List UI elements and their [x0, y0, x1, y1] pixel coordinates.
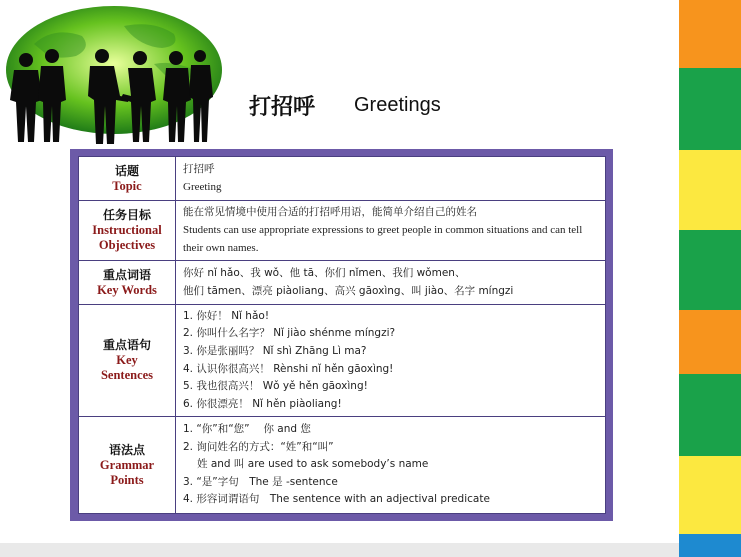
stripe-yellow — [679, 456, 741, 534]
row-label — [79, 157, 176, 200]
content-line: 打招呼 — [183, 162, 215, 175]
row-label — [79, 305, 176, 416]
list-item: 1. 你好！ Nǐ hǎo! — [183, 309, 270, 322]
row-label — [79, 261, 176, 304]
list-item: 6. 你很漂亮！ Nǐ hěn piàoliang! — [183, 397, 342, 410]
label-en: Topic — [112, 178, 142, 193]
label-zh: 重点语句 — [102, 338, 151, 352]
list-item: 5. 我也很高兴！ Wǒ yě hěn gāoxìng! — [183, 380, 368, 393]
greeting-people-globe-icon — [4, 4, 222, 144]
label-zh: 话题 — [114, 163, 139, 178]
row-content — [183, 417, 601, 513]
page-title-chinese: 打招呼 — [249, 95, 316, 120]
stripe-orange — [679, 0, 741, 68]
table-row-grammar — [79, 417, 605, 513]
stripe-orange — [679, 310, 741, 374]
label-en: Key Words — [97, 282, 157, 297]
stripe-yellow — [679, 150, 741, 230]
table-row-topic — [79, 157, 605, 201]
content-line: Greeting — [183, 180, 222, 193]
stripe-green — [679, 230, 741, 310]
label-zh: 重点词语 — [102, 267, 151, 282]
content-line: 能在常见情境中使用合适的打招呼用语，能简单介绍自己的姓名 — [183, 205, 477, 218]
row-label — [79, 201, 176, 260]
row-content — [183, 157, 601, 200]
list-item: 3. “是”字句 The 是 -sentence — [183, 475, 338, 488]
list-item: 3. 你是张丽吗？ Nǐ shì Zhāng Lì ma? — [183, 344, 367, 357]
stripe-blue — [679, 534, 741, 557]
lesson-table — [78, 156, 606, 514]
label-en: Points — [110, 472, 144, 487]
row-label — [79, 417, 176, 513]
label-en: Sentences — [100, 368, 154, 382]
table-row-keywords — [79, 261, 605, 305]
row-content — [183, 261, 601, 304]
table-row-sentences — [79, 305, 605, 417]
stripe-green — [679, 68, 741, 150]
label-en: Key — [116, 353, 138, 367]
list-item: 4. 认识你很高兴！ Rènshi nǐ hěn gāoxìng! — [183, 362, 394, 375]
row-content — [183, 201, 601, 260]
list-item: 姓 and 叫 are used to ask somebody’s name — [197, 458, 429, 471]
bottom-band — [0, 543, 679, 557]
content-line: 你好 nǐ hǎo、我 wǒ、他 tā、你们 nǐmen、我们 wǒmen、 — [183, 266, 466, 279]
label-zh: 语法点 — [108, 442, 145, 457]
stripe-green — [679, 374, 741, 456]
label-en: Grammar — [99, 457, 155, 472]
content-line: 他们 tāmen、漂亮 piàoliang、高兴 gāoxìng、叫 jiào、名字 míngzi — [183, 284, 514, 297]
label-en: Objectives — [98, 238, 156, 252]
content-line: Students can use appropriate expressions to greet people in common situations and can tell their own names. — [183, 224, 583, 255]
label-en: Instructional — [92, 223, 162, 237]
label-zh: 任务目标 — [102, 208, 151, 222]
page-title-english: Greetings — [354, 94, 441, 116]
list-item: 1. “你”和“您” 你 and 您 — [183, 423, 311, 436]
list-item: 2. 询问姓名的方式：“姓”和“叫” — [183, 440, 334, 453]
row-content — [183, 305, 601, 416]
table-row-objectives — [79, 201, 605, 261]
list-item: 2. 你叫什么名字？ Nǐ jiào shénme míngzi? — [183, 327, 396, 340]
list-item: 4. 形容词谓语句 The sentence with an adjectival predicate — [183, 493, 490, 506]
color-stripes — [679, 0, 741, 557]
